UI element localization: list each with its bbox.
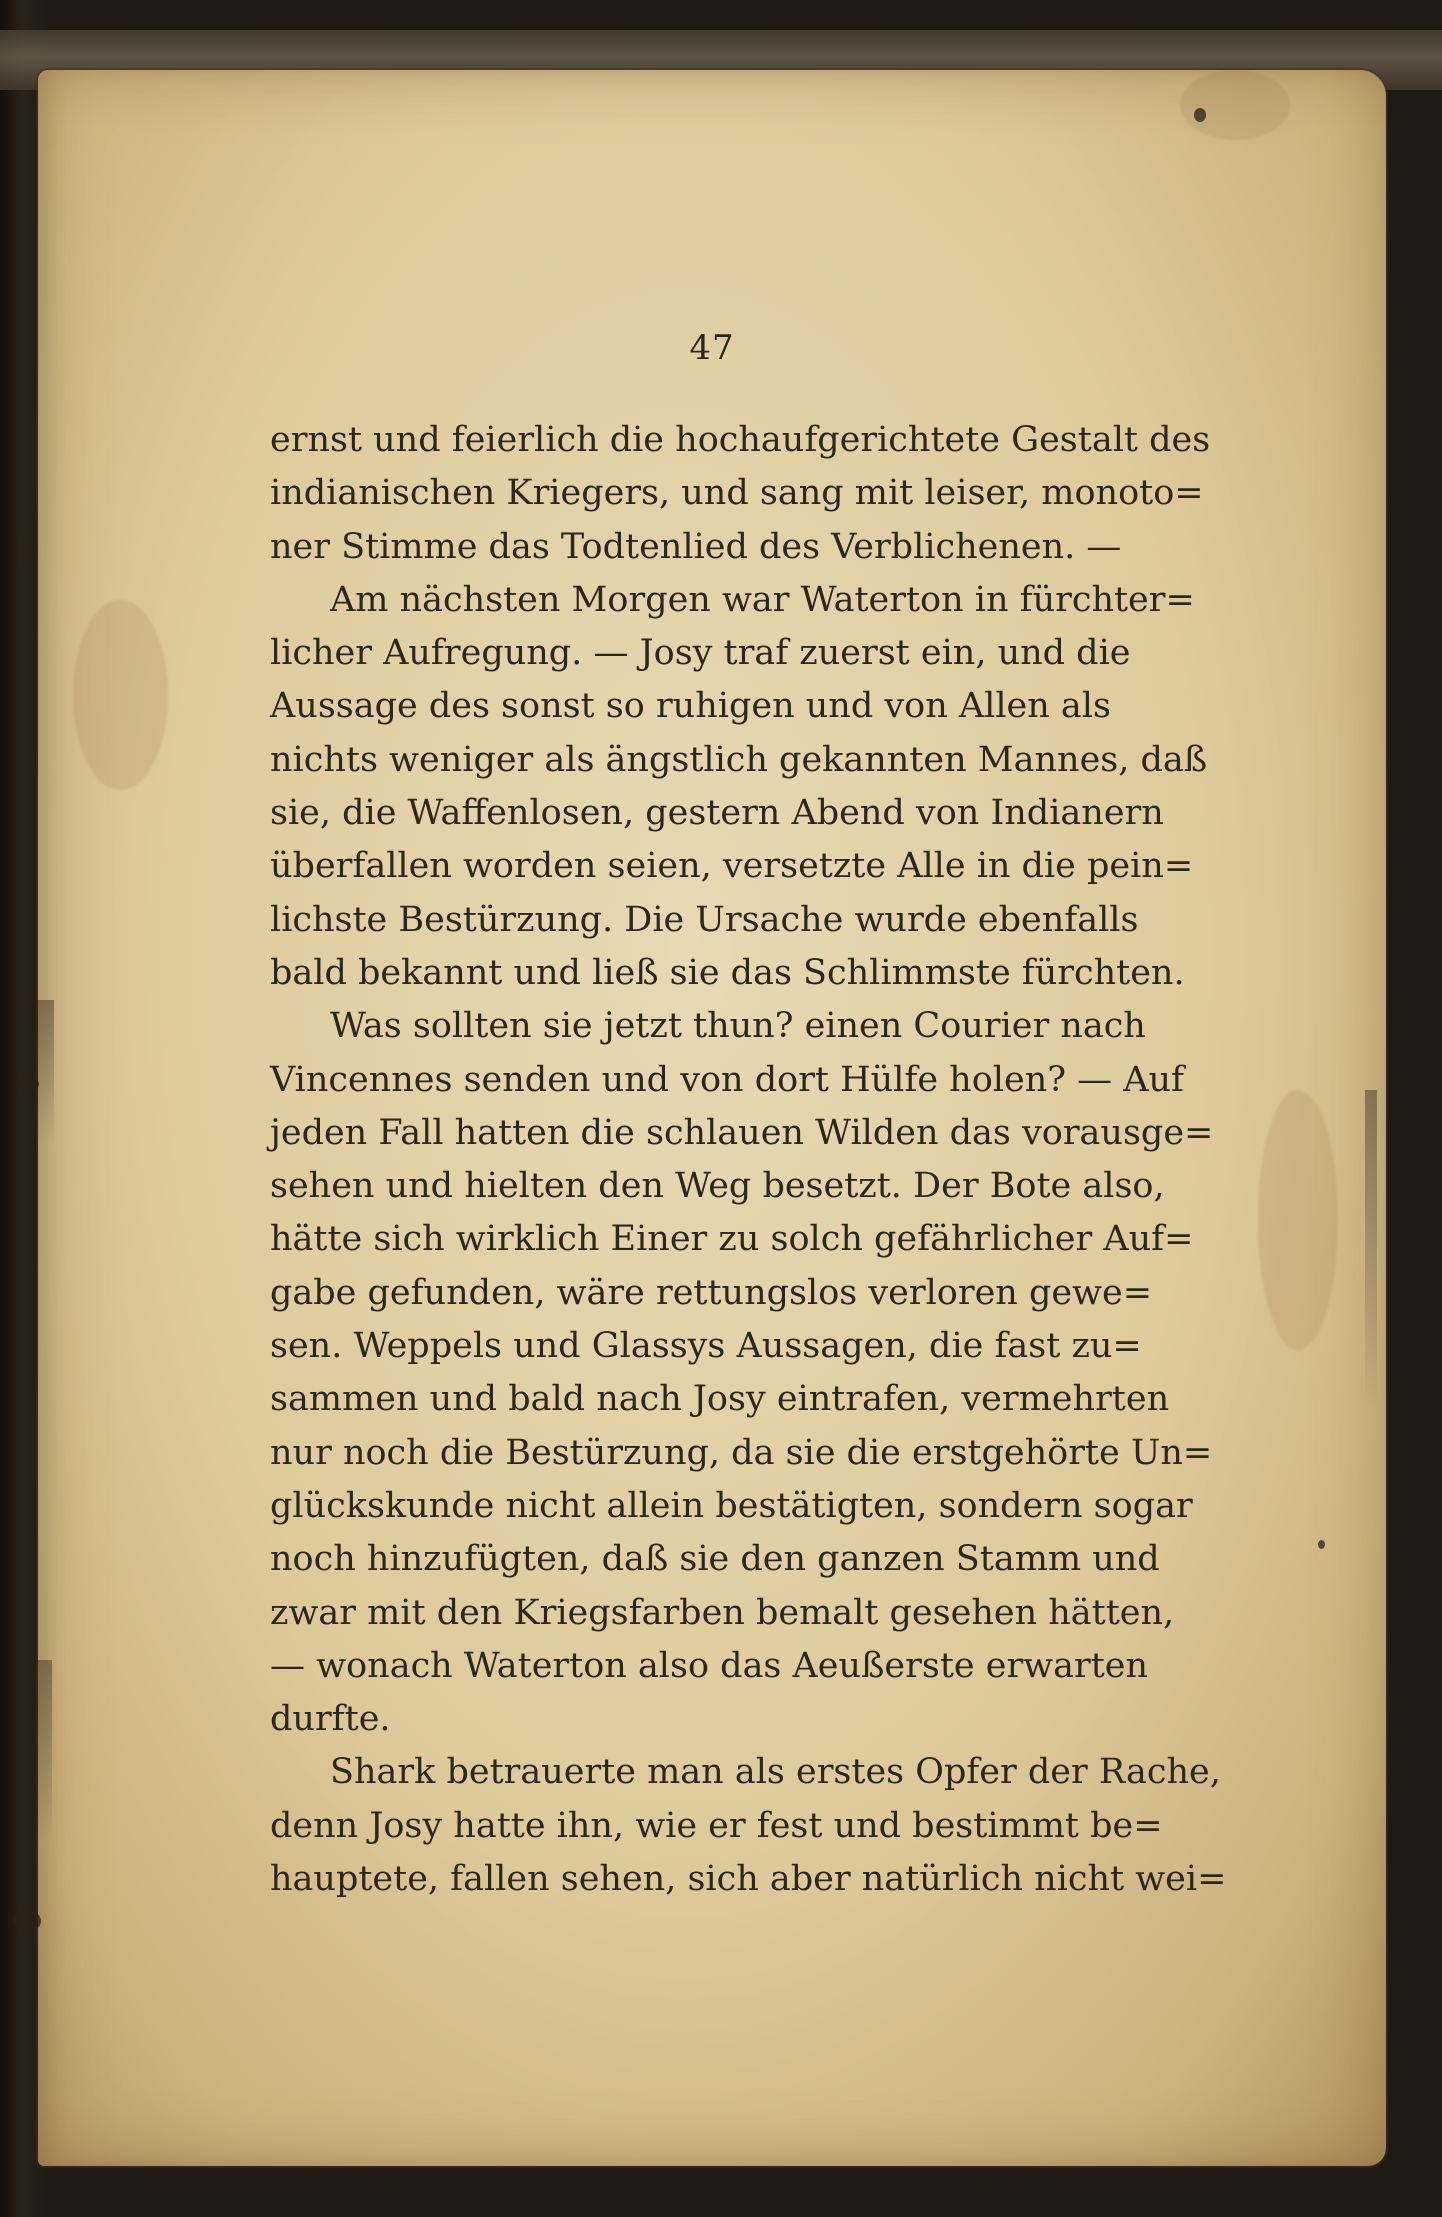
text-line: sen. Weppels und Glassys Aussagen, die fast zu= bbox=[270, 1326, 1142, 1367]
paper-stain bbox=[73, 600, 168, 790]
paper-stain bbox=[1258, 1090, 1338, 1350]
text-line: Am nächsten Morgen war Waterton in fürchter= bbox=[330, 579, 1195, 620]
text-line: indianischen Kriegers, und sang mit leiser, monoto= bbox=[270, 473, 1204, 514]
paper-stain bbox=[1180, 70, 1290, 140]
text-line: sammen und bald nach Josy eintrafen, vermehrten bbox=[270, 1379, 1170, 1420]
paper-edge-wear bbox=[38, 1660, 52, 1840]
text-line: zwar mit den Kriegsfarben bemalt gesehen hätten, bbox=[270, 1592, 1175, 1633]
text-line: glückskunde nicht allein bestätigten, sondern sogar bbox=[270, 1485, 1193, 1526]
body-text bbox=[270, 414, 1227, 1906]
paper-speck bbox=[1194, 108, 1206, 122]
paper-speck bbox=[1318, 1540, 1325, 1549]
binding-mark bbox=[17, 536, 37, 564]
binding-mark bbox=[15, 1076, 39, 1092]
text-line: Was sollten sie jetzt thun? einen Courier nach bbox=[330, 1006, 1146, 1047]
text-line: nichts weniger als ängstlich gekannten Mannes, daß bbox=[270, 739, 1208, 780]
text-line: Aussage des sonst so ruhigen und von Allen als bbox=[270, 686, 1111, 727]
text-line: licher Aufregung. — Josy traf zuerst ein, und die bbox=[270, 633, 1131, 674]
text-line: gabe gefunden, wäre rettungslos verloren gewe= bbox=[270, 1272, 1153, 1313]
text-line: durfte. bbox=[270, 1699, 391, 1740]
text-line: jeden Fall hatten die schlauen Wilden das vorausge= bbox=[270, 1112, 1214, 1153]
page-number: 47 bbox=[689, 328, 735, 368]
text-line: denn Josy hatte ihn, wie er fest und bestimmt be= bbox=[270, 1805, 1163, 1846]
binding-mark bbox=[13, 1910, 41, 1932]
text-line: sie, die Waffenlosen, gestern Abend von Indianern bbox=[270, 793, 1164, 834]
text-line: hätte sich wirklich Einer zu solch gefährlicher Auf= bbox=[270, 1219, 1194, 1260]
text-line: ner Stimme das Todtenlied des Verblichenen. — bbox=[270, 526, 1122, 567]
paper-edge-wear bbox=[38, 1000, 54, 1145]
paper-page bbox=[38, 70, 1386, 2166]
text-line: überfallen worden seien, versetzte Alle in die pein= bbox=[270, 846, 1194, 887]
text-line: nur noch die Bestürzung, da sie die erstgehörte Un= bbox=[270, 1432, 1213, 1473]
text-line: bald bekannt und ließ sie das Schlimmste fürchten. bbox=[270, 952, 1185, 993]
text-line: ernst und feierlich die hochaufgerichtete Gestalt des bbox=[270, 420, 1211, 460]
text-line: lichste Bestürzung. Die Ursache wurde ebenfalls bbox=[270, 899, 1139, 940]
paper-edge-wear bbox=[1365, 1090, 1377, 1410]
text-line: sehen und hielten den Weg besetzt. Der Bote also, bbox=[270, 1166, 1165, 1207]
text-line: Vincennes senden und von dort Hülfe holen? — Auf bbox=[270, 1059, 1185, 1100]
text-line: Shark betrauerte man als erstes Opfer der Rache, bbox=[330, 1752, 1221, 1793]
text-line: — wonach Waterton also das Aeußerste erwarten bbox=[270, 1645, 1149, 1686]
text-line: hauptete, fallen sehen, sich aber natürlich nicht wei= bbox=[270, 1859, 1227, 1900]
text-line: noch hinzufügten, daß sie den ganzen Stamm und bbox=[270, 1539, 1160, 1580]
